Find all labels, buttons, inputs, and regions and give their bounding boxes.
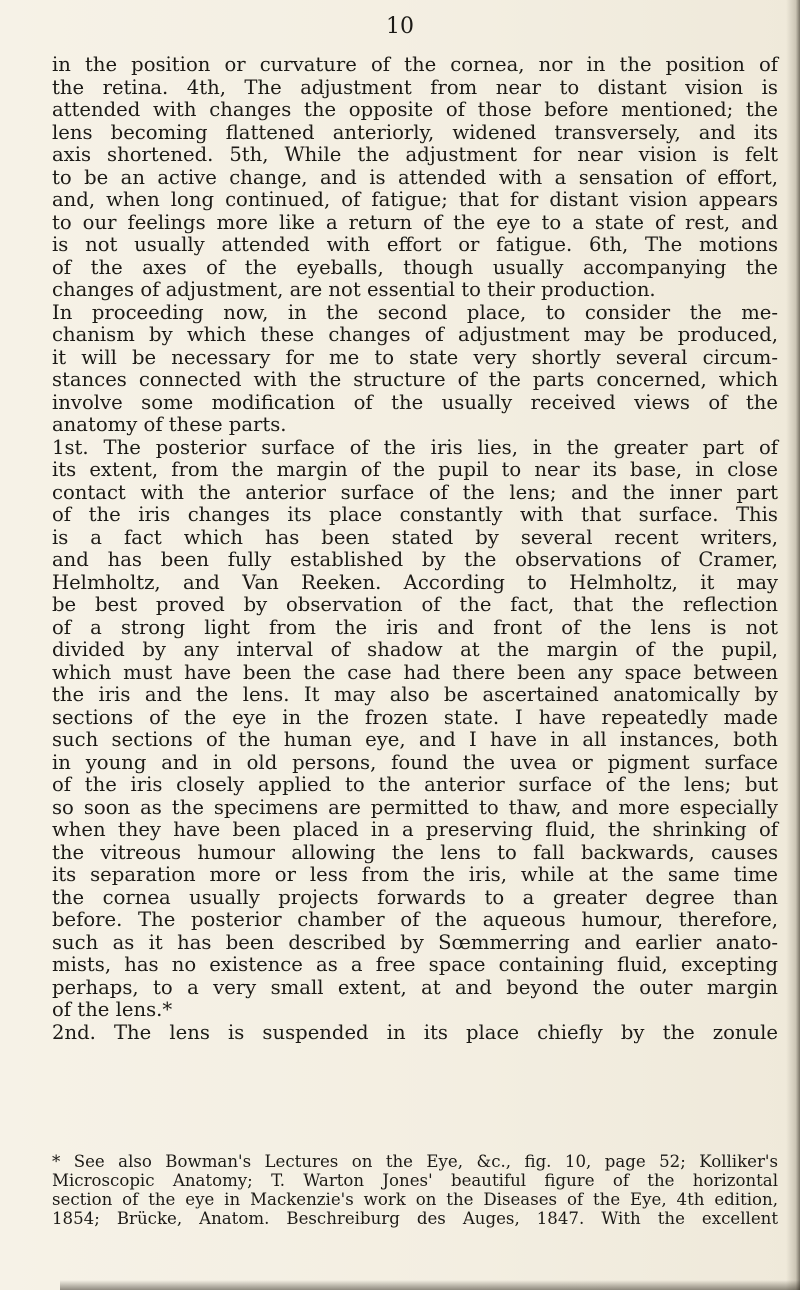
text-line: 2nd. The lens is suspended in its place chiefly by the zonule [52,1020,778,1044]
text-line: and, when long continued, of fatigue; that for distant vision appears [52,188,778,211]
text-line: its separation more or less from the iris, while at the same time [52,863,778,886]
text-line: involve some modification of the usually received views of the [52,390,778,414]
footnote-line: * See also Bowman's Lectures on the Eye, &c., fig. 10, page 52; Kolliker's [52,1152,778,1171]
text-line: of the lens.* [52,998,173,1021]
text-line: divided by any interval of shadow at the margin of the pupil, [52,638,778,661]
text-line: mists, has no existence as a free space containing fluid, excepting [52,953,778,976]
text-line: perhaps, to a very small extent, at and beyond the outer margin [52,975,778,999]
text-line: and has been fully established by the observations of Cramer, [52,548,778,571]
text-line: when they have been placed in a preserving fluid, the shrinking of [52,818,778,841]
text-line: in the position or curvature of the cornea, nor in the position of [52,53,778,76]
text-line: of the axes of the eyeballs, though usually accompanying the [52,255,778,279]
text-line: such as it has been described by Sœmmerring and earlier anato- [52,930,778,954]
text-line: its extent, from the margin of the pupil to near its base, in close [52,458,778,481]
text-line: be best proved by observation of the fact, that the reflection [52,593,778,616]
body-text [52,54,778,1044]
text-line: the iris and the lens. It may also be ascertained anatomically by [52,683,778,706]
text-line: such sections of the human eye, and I have in all instances, both [52,728,778,751]
text-line: the retina. 4th, The adjustment from near to distant vision is [52,75,778,99]
text-line: contact with the anterior surface of the lens; and the inner part [52,480,778,504]
text-line: to be an active change, and is attended with a sensation of effort, [52,165,778,189]
footnote [52,1152,778,1228]
page-edge-shadow [786,0,800,1290]
text-line: Helmholtz, and Van Reeken. According to Helmholtz, it may [52,570,778,594]
text-line: before. The posterior chamber of the aqueous humour, therefore, [52,908,778,931]
footnote-line: Microscopic Anatomy; T. Warton Jones' beautiful figure of the horizontal [52,1171,778,1190]
text-line: of the iris changes its place constantly with that surface. This [52,503,778,526]
text-line: sections of the eye in the frozen state. I have repeatedly made [52,705,778,729]
page-bottom-shadow [60,1280,800,1290]
text-line: attended with changes the opposite of those before mentioned; the [52,98,778,121]
text-line: the cornea usually projects forwards to a greater degree than [52,885,778,909]
text-line: which must have been the case had there been any space between [52,660,778,684]
text-line: chanism by which these changes of adjustment may be produced, [52,323,778,346]
text-line: anatomy of these parts. [52,413,287,436]
footnote-line: 1854; Brücke, Anatom. Beschreiburg des Auges, 1847. With the excellent [52,1209,778,1228]
text-line: axis shortened. 5th, While the adjustment for near vision is felt [52,143,778,166]
page-number: 10 [386,14,414,39]
text-line: stances connected with the structure of the parts concerned, which [52,368,778,391]
text-line: of a strong light from the iris and front of the lens is not [52,615,778,639]
text-line: changes of adjustment, are not essential to their production. [52,278,656,301]
text-line: it will be necessary for me to state very shortly several circum- [52,345,778,369]
text-line: so soon as the specimens are permitted to thaw, and more especially [52,795,778,819]
text-line: In proceeding now, in the second place, to consider the me- [52,300,778,324]
text-line: is not usually attended with effort or fatigue. 6th, The motions [52,233,778,256]
text-line: of the iris closely applied to the anterior surface of the lens; but [52,773,778,796]
text-line: lens becoming flattened anteriorly, widened transversely, and its [52,120,778,144]
text-line: the vitreous humour allowing the lens to fall backwards, causes [52,840,778,864]
text-line: to our feelings more like a return of the eye to a state of rest, and [52,210,778,234]
text-line: in young and in old persons, found the uvea or pigment surface [52,750,778,774]
footnote-line: section of the eye in Mackenzie's work on the Diseases of the Eye, 4th edition, [52,1190,778,1209]
text-line: is a fact which has been stated by several recent writers, [52,525,778,549]
text-line: 1st. The posterior surface of the iris lies, in the greater part of [52,435,778,459]
